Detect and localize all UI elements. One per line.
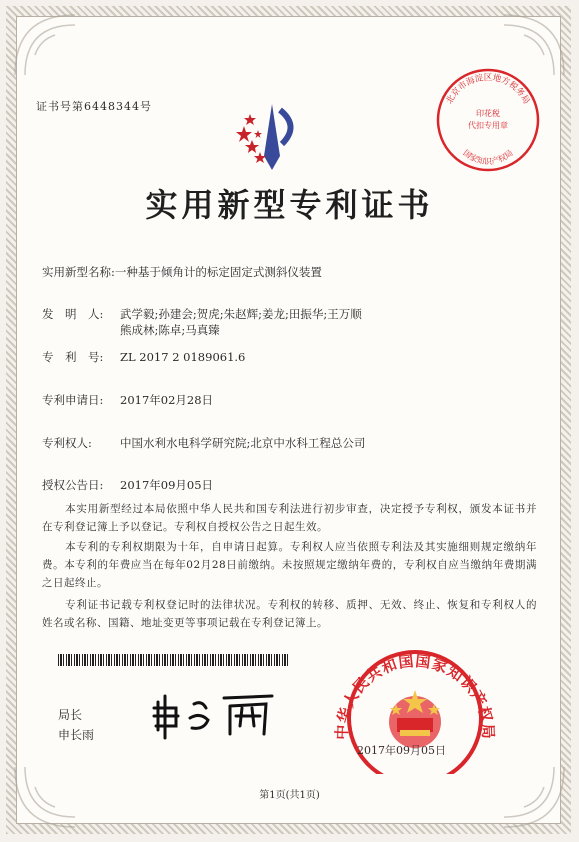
svg-text:中华人民共和国国家知识产权局: 中华人民共和国国家知识产权局 bbox=[332, 652, 498, 741]
utility-model-name-row bbox=[42, 264, 322, 280]
filing-date-row bbox=[42, 392, 213, 408]
patentee-value: 中国水利水电科学研究院;北京中水科工程总公司 bbox=[120, 436, 366, 450]
seal-date: 2017年09月05日 bbox=[357, 744, 446, 757]
barcode bbox=[58, 654, 288, 666]
body-paragraph-3: 专利证书记载专利权登记时的法律状况。专利权的转移、质押、无效、终止、恢复和专利权人的姓名或名称、国籍、地址变更等事项记载在专利登记簿上。 bbox=[42, 599, 537, 629]
grant-date-value: 2017年09月05日 bbox=[120, 478, 214, 492]
certificate-number: 证书号第6448344号 bbox=[36, 100, 152, 113]
patent-number-label: 专 利 号: bbox=[42, 350, 104, 364]
name-value: 一种基于倾角计的标定固定式测斜仪装置 bbox=[114, 265, 322, 279]
patent-number-row bbox=[42, 349, 245, 365]
inventor-value-line-2: 熊成林;陈卓;马真臻 bbox=[120, 323, 220, 337]
inventor-label: 发 明 人: bbox=[42, 307, 104, 321]
sipo-logo-icon bbox=[222, 96, 322, 176]
filing-date-label: 专利申请日: bbox=[42, 393, 104, 407]
svg-text:北京市海淀区地方税务局: 北京市海淀区地方税务局 bbox=[444, 73, 532, 106]
certificate-title: 实用新型专利证书 bbox=[145, 186, 434, 224]
name-label: 实用新型名称: bbox=[42, 265, 115, 279]
patentee-label: 专利权人: bbox=[42, 436, 92, 450]
svg-text:代扣专用章: 代扣专用章 bbox=[468, 121, 508, 130]
patentee-row bbox=[42, 435, 365, 451]
inventor-value: 武学毅;孙建会;贺虎;朱赵辉;姜龙;田振华;王万顺 bbox=[120, 307, 362, 321]
svg-text:国家知识产权局: 国家知识产权局 bbox=[461, 148, 515, 166]
patent-number-value: ZL 2017 2 0189061.6 bbox=[120, 350, 246, 364]
inventor-row bbox=[42, 306, 362, 322]
handwritten-signature bbox=[150, 682, 280, 742]
svg-text:印花税: 印花税 bbox=[476, 109, 500, 118]
filing-date-value: 2017年02月28日 bbox=[120, 393, 214, 407]
body-paragraph-1: 本实用新型经过本局依照中华人民共和国专利法进行初步审查，决定授予专利权，颁发本证书并在专利登记簿上予以登记。专利权自授权公告之日起生效。 bbox=[42, 503, 537, 533]
grant-date-row bbox=[42, 477, 213, 493]
body-paragraph-2: 本专利的专利权期限为十年，自申请日起算。专利权人应当依照专利法及其实施细则规定缴纳年费。本专利的年费应当在每年02月28日前缴纳。未按照规定缴纳年费的，专利权自应当缴纳年费期满之日起终止。 bbox=[42, 541, 537, 589]
grant-date-label: 授权公告日: bbox=[42, 478, 104, 492]
director-name: 申长雨 bbox=[58, 728, 95, 742]
tax-stamp-seal bbox=[428, 60, 548, 180]
page-footer: 第1页(共1页) bbox=[259, 790, 320, 801]
corner-ornament-top-left bbox=[10, 10, 80, 80]
director-title: 局长 bbox=[58, 708, 83, 722]
